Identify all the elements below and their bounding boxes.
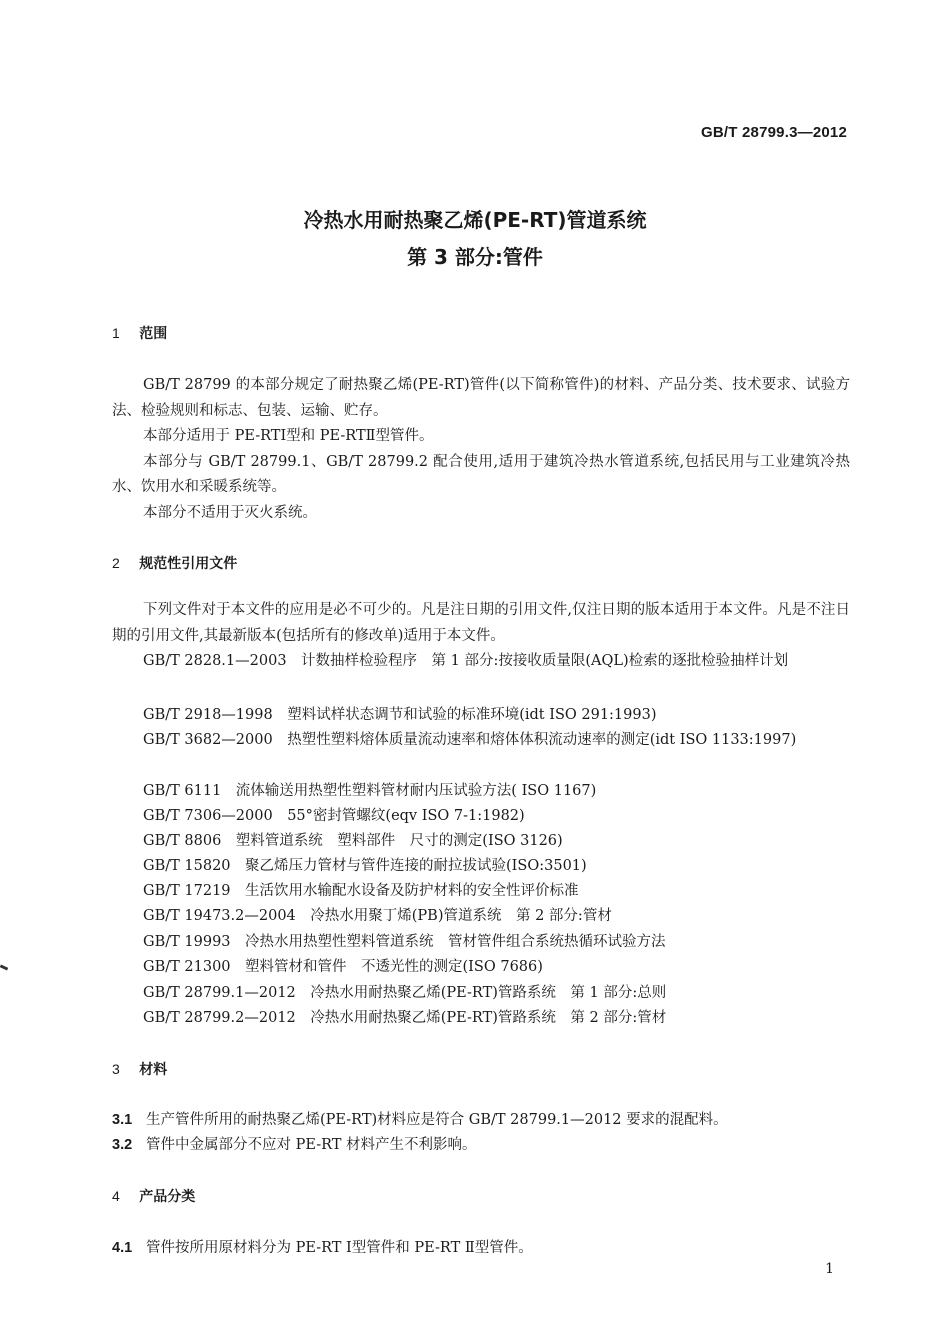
reference-item: GB/T 7306—2000 55°密封管螺纹(eqv ISO 7-1:1982) [143,808,525,824]
document-title [0,202,950,276]
reference-item: GB/T 21300 塑料管材和管件 不透光性的测定(ISO 7686) [143,959,543,975]
section-4-heading [112,1186,195,1206]
paragraph: 本部分与 GB/T 28799.1、GB/T 28799.2 配合使用,适用于建筑冷热水管道系统,包括民用与工业建筑冷热水、饮用水和采暖系统等。 [112,453,850,495]
reference-item: GB/T 2918—1998 塑料试样状态调节和试验的标准环境(idt ISO 291:1993) [143,707,657,723]
clause-text: 生产管件所用的耐热聚乙烯(PE-RT)材料应是符合 GB/T 28799.1—2012 要求的混配料。 [146,1112,728,1128]
clause-text: 管件按所用原材料分为 PE-RT Ⅰ型管件和 PE-RT Ⅱ型管件。 [146,1240,533,1256]
reference-item-wrapped [112,728,852,753]
section-2-heading [112,553,237,573]
page-number: 1 [825,1261,834,1277]
section-title: 产品分类 [139,1189,196,1205]
section-number: 2 [112,555,120,571]
standard-number: GB/T 28799.3—2012 [701,124,847,141]
scan-mark [0,964,8,970]
section-3-heading [112,1059,167,1079]
section-number: 3 [112,1061,120,1077]
reference-list-wrapped [112,649,852,674]
reference-item: GB/T 28799.2—2012 冷热水用耐热聚乙烯(PE-RT)管路系统 第 2 部分:管材 [143,1010,667,1026]
title-line-2: 第 3 部分:管件 [407,245,543,269]
section-2-intro [112,598,850,649]
clause-number: 3.1 [112,1112,133,1128]
section-1-heading [112,323,167,343]
section-title: 材料 [139,1062,168,1078]
section-1-body [112,373,850,526]
section-number: 4 [112,1188,120,1204]
clause-3-2 [112,1133,477,1158]
reference-item: GB/T 15820 聚乙烯压力管材与管件连接的耐拉拔试验(ISO:3501) [143,858,587,874]
reference-item: GB/T 3682—2000 热塑性塑料熔体质量流动速率和熔体体积流动速率的测定(idt ISO 1133:1997) [143,732,797,748]
reference-item: GB/T 8806 塑料管道系统 塑料部件 尺寸的测定(ISO 3126) [143,833,563,849]
reference-item: GB/T 2828.1—2003 计数抽样检验程序 第 1 部分:按接收质量限(AQL)检索的逐批检验抽样计划 [143,653,789,669]
clause-text: 管件中金属部分不应对 PE-RT 材料产生不利影响。 [146,1137,477,1153]
clause-number: 3.2 [112,1137,133,1153]
clause-number: 4.1 [112,1240,133,1256]
paragraph: 本部分适用于 PE-RTⅠ型和 PE-RTⅡ型管件。 [143,428,434,444]
title-line-1: 冷热水用耐热聚乙烯(PE-RT)管道系统 [303,208,647,232]
section-number: 1 [112,325,120,341]
clause-4-1 [112,1236,533,1261]
reference-item: GB/T 28799.1—2012 冷热水用耐热聚乙烯(PE-RT)管路系统 第 1 部分:总则 [143,985,667,1001]
paragraph: 本部分不适用于灭火系统。 [143,504,317,521]
reference-item: GB/T 19473.2—2004 冷热水用聚丁烯(PB)管道系统 第 2 部分:管材 [143,908,612,924]
reference-item: GB/T 19993 冷热水用热塑性塑料管道系统 管材管件组合系统热循环试验方法 [143,934,666,950]
section-title: 规范性引用文件 [139,556,238,572]
reference-item: GB/T 17219 生活饮用水输配水设备及防护材料的安全性评价标准 [143,883,579,899]
paragraph: GB/T 28799 的本部分规定了耐热聚乙烯(PE-RT)管件(以下简称管件)的材料、产品分类、技术要求、试验方法、检验规则和标志、包装、运输、贮存。 [112,377,850,419]
section-title: 范围 [139,326,168,342]
reference-item: GB/T 6111 流体输送用热塑性塑料管材耐内压试验方法( ISO 1167) [143,783,597,799]
paragraph: 下列文件对于本文件的应用是必不可少的。凡是注日期的引用文件,仅注日期的版本适用于本文件。凡是不注日期的引用文件,其最新版本(包括所有的修改单)适用于本文件。 [112,602,850,644]
clause-3-1 [112,1108,728,1133]
